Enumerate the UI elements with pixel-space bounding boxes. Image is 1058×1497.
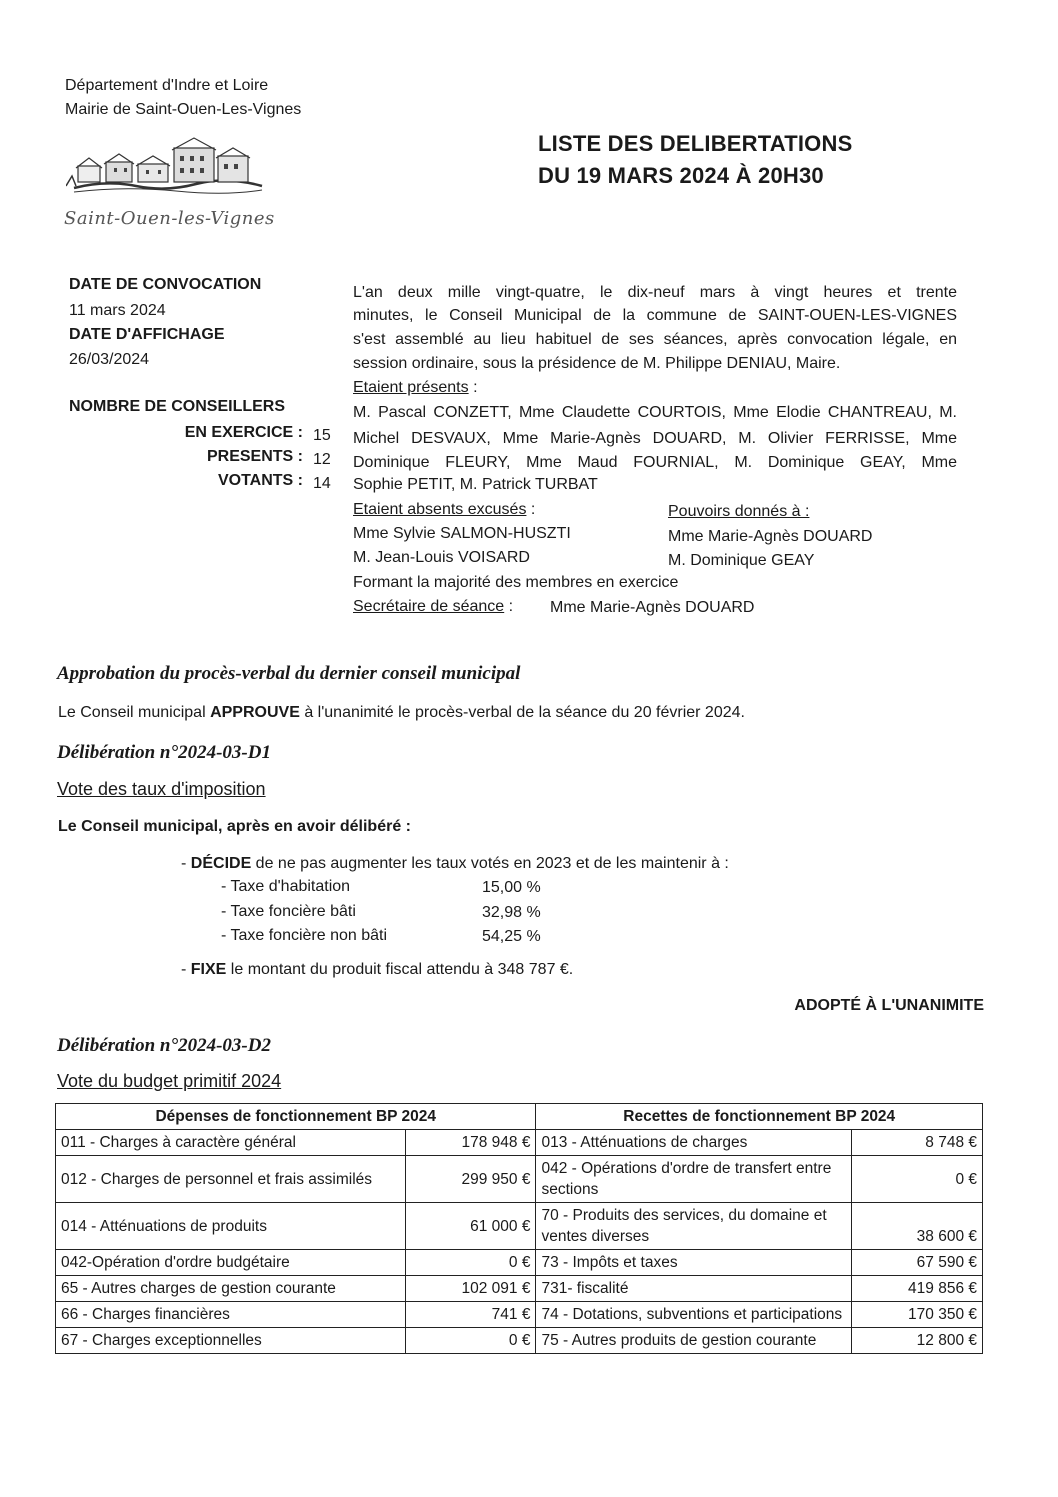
tax-habitation-label: - Taxe d'habitation xyxy=(221,878,351,895)
tax-fonciere-non-bati-value: 54,25 % xyxy=(482,928,541,945)
d1-fixe-dash: - xyxy=(181,961,191,978)
rec-label: 73 - Impôts et taxes xyxy=(536,1250,852,1276)
votants-value: 14 xyxy=(313,475,331,492)
rec-label: 74 - Dotations, subventions et participations xyxy=(536,1302,852,1328)
village-logo xyxy=(66,136,266,200)
presents-line4: Sophie PETIT, M. Patrick TURBAT xyxy=(353,476,598,493)
department-name: Département d'Indre et Loire xyxy=(65,77,269,94)
page-title-line2: DU 19 MARS 2024 À 20H30 xyxy=(538,163,824,188)
absent-2: M. Jean-Louis VOISARD xyxy=(353,549,530,566)
mairie-name: Mairie de Saint-Ouen-Les-Vignes xyxy=(65,101,302,118)
tax-fonciere-bati-label: - Taxe foncière bâti xyxy=(221,903,356,920)
affichage-date: 26/03/2024 xyxy=(69,351,150,368)
budget-table xyxy=(55,1103,983,1354)
dep-label: 66 - Charges financières xyxy=(56,1302,406,1328)
rec-value: 67 590 € xyxy=(852,1250,983,1276)
rec-label: 042 - Opérations d'ordre de transfert entre sections xyxy=(536,1156,852,1203)
dep-value: 61 000 € xyxy=(405,1203,536,1250)
dep-label: 67 - Charges exceptionnelles xyxy=(56,1328,406,1354)
presents-label: PRESENTS : xyxy=(206,448,303,465)
d1-decide xyxy=(181,852,729,875)
pouvoirs-heading: Pouvoirs donnés à : xyxy=(668,503,810,520)
d1-fixe-bold: FIXE xyxy=(190,961,227,978)
dep-value: 299 950 € xyxy=(405,1156,536,1203)
rec-label: 013 - Atténuations de charges xyxy=(536,1130,852,1156)
rec-value: 419 856 € xyxy=(852,1276,983,1302)
dep-value: 0 € xyxy=(405,1250,536,1276)
rec-label: 75 - Autres produits de gestion courante xyxy=(536,1328,852,1354)
depenses-header: Dépenses de fonctionnement BP 2024 xyxy=(56,1104,536,1130)
approbation-heading: Approbation du procès-verbal du dernier conseil municipal xyxy=(57,663,521,684)
d1-intro: Le Conseil municipal, après en avoir délibéré : xyxy=(58,818,411,835)
rec-label: 70 - Produits des services, du domaine et ventes diverses xyxy=(536,1203,852,1250)
dep-value: 0 € xyxy=(405,1328,536,1354)
table-row xyxy=(56,1302,983,1328)
tax-fonciere-bati-value: 32,98 % xyxy=(482,904,541,921)
dep-value: 102 091 € xyxy=(405,1276,536,1302)
conseillers-label: NOMBRE DE CONSEILLERS xyxy=(69,398,286,415)
table-row xyxy=(56,1203,983,1250)
logo-script-text: Saint-Ouen-les-Vignes xyxy=(64,208,275,229)
budget-table-header-row xyxy=(56,1104,983,1130)
table-row xyxy=(56,1328,983,1354)
approbation-prefix: Le Conseil municipal xyxy=(58,704,211,721)
absents-heading-label: Etaient absents excusés xyxy=(353,501,527,518)
table-row xyxy=(56,1276,983,1302)
presents-heading-colon: : xyxy=(468,379,478,396)
d1-adopte: ADOPTÉ À L'UNANIMITE xyxy=(794,997,984,1014)
dep-label: 65 - Autres charges de gestion courante xyxy=(56,1276,406,1302)
table-row xyxy=(56,1250,983,1276)
rec-value: 38 600 € xyxy=(852,1203,983,1250)
exercice-value: 15 xyxy=(313,427,331,444)
d1-fixe-text: le montant du produit fiscal attendu à 348 787 €. xyxy=(226,961,574,978)
dep-label: 012 - Charges de personnel et frais assimilés xyxy=(56,1156,406,1203)
page-title-line1: LISTE DES DELIBERTATIONS xyxy=(538,131,853,156)
presents-value: 12 xyxy=(313,451,331,468)
absent-1: Mme Sylvie SALMON-HUSZTI xyxy=(353,525,571,542)
d2-heading: Délibération n°2024-03-D2 xyxy=(57,1035,271,1056)
dep-value: 741 € xyxy=(405,1302,536,1328)
d1-decide-dash: - xyxy=(181,855,191,872)
intro-line3: s'est assemblé au lieu habituel de ses séances, après convocation légale, en xyxy=(353,331,957,348)
tax-fonciere-non-bati-label: - Taxe foncière non bâti xyxy=(221,927,388,944)
secretaire-heading-label: Secrétaire de séance xyxy=(353,598,505,615)
rec-label: 731- fiscalité xyxy=(536,1276,852,1302)
tax-habitation-value: 15,00 % xyxy=(482,879,541,896)
rec-value: 12 800 € xyxy=(852,1328,983,1354)
approbation-text xyxy=(58,701,745,724)
dep-value: 178 948 € xyxy=(405,1130,536,1156)
intro-line4: session ordinaire, sous la présidence de M. Philippe DENIAU, Maire. xyxy=(353,355,841,372)
rec-value: 0 € xyxy=(852,1156,983,1203)
votants-label: VOTANTS : xyxy=(217,472,303,489)
exercice-label: EN EXERCICE : xyxy=(184,424,303,441)
recettes-header: Recettes de fonctionnement BP 2024 xyxy=(536,1104,983,1130)
d1-heading: Délibération n°2024-03-D1 xyxy=(57,742,271,763)
d1-fixe xyxy=(181,958,573,981)
affichage-label: DATE D'AFFICHAGE xyxy=(69,326,225,343)
d1-decide-bold: DÉCIDE xyxy=(190,855,252,872)
d1-subheading: Vote des taux d'imposition xyxy=(57,779,266,799)
approbation-suffix: à l'unanimité le procès-verbal de la séance du 20 février 2024. xyxy=(299,704,745,721)
intro-line2: minutes, le Conseil Municipal de la commune de SAINT-OUEN-LES-VIGNES xyxy=(353,307,957,324)
absents-heading xyxy=(353,498,535,521)
rec-value: 170 350 € xyxy=(852,1302,983,1328)
dep-label: 042-Opération d'ordre budgétaire xyxy=(56,1250,406,1276)
pouvoir-1: Mme Marie-Agnès DOUARD xyxy=(668,528,873,545)
presents-line3: Dominique FLEURY, Mme Maud FOURNIAL, M. Dominique GEAY, Mme xyxy=(353,454,957,471)
convocation-label: DATE DE CONVOCATION xyxy=(69,276,262,293)
convocation-date: 11 mars 2024 xyxy=(69,302,166,319)
table-row xyxy=(56,1156,983,1203)
rec-value: 8 748 € xyxy=(852,1130,983,1156)
d2-subheading: Vote du budget primitif 2024 xyxy=(57,1071,282,1091)
d1-decide-text: de ne pas augmenter les taux votés en 2023 et de les maintenir à : xyxy=(251,855,729,872)
presents-line1: M. Pascal CONZETT, Mme Claudette COURTOIS, Mme Elodie CHANTREAU, M. xyxy=(353,404,957,421)
majorite-text: Formant la majorité des membres en exercice xyxy=(353,574,679,591)
pouvoir-2: M. Dominique GEAY xyxy=(668,552,815,569)
intro-line1: L'an deux mille vingt-quatre, le dix-neuf mars à vingt heures et trente xyxy=(353,284,957,301)
dep-label: 011 - Charges à caractère général xyxy=(56,1130,406,1156)
approbation-approuve: APPROUVE xyxy=(210,704,300,721)
presents-line2: Michel DESVAUX, Mme Marie-Agnès DOUARD, M. Olivier FERRISSE, Mme xyxy=(353,430,957,447)
absents-heading-colon: : xyxy=(526,501,536,518)
presents-heading-label: Etaient présents xyxy=(353,379,469,396)
dep-label: 014 - Atténuations de produits xyxy=(56,1203,406,1250)
table-row xyxy=(56,1130,983,1156)
presents-heading xyxy=(353,376,478,399)
secretaire-name: Mme Marie-Agnès DOUARD xyxy=(550,599,755,616)
secretaire-heading-colon: : xyxy=(504,598,514,615)
secretaire-heading xyxy=(353,595,513,618)
